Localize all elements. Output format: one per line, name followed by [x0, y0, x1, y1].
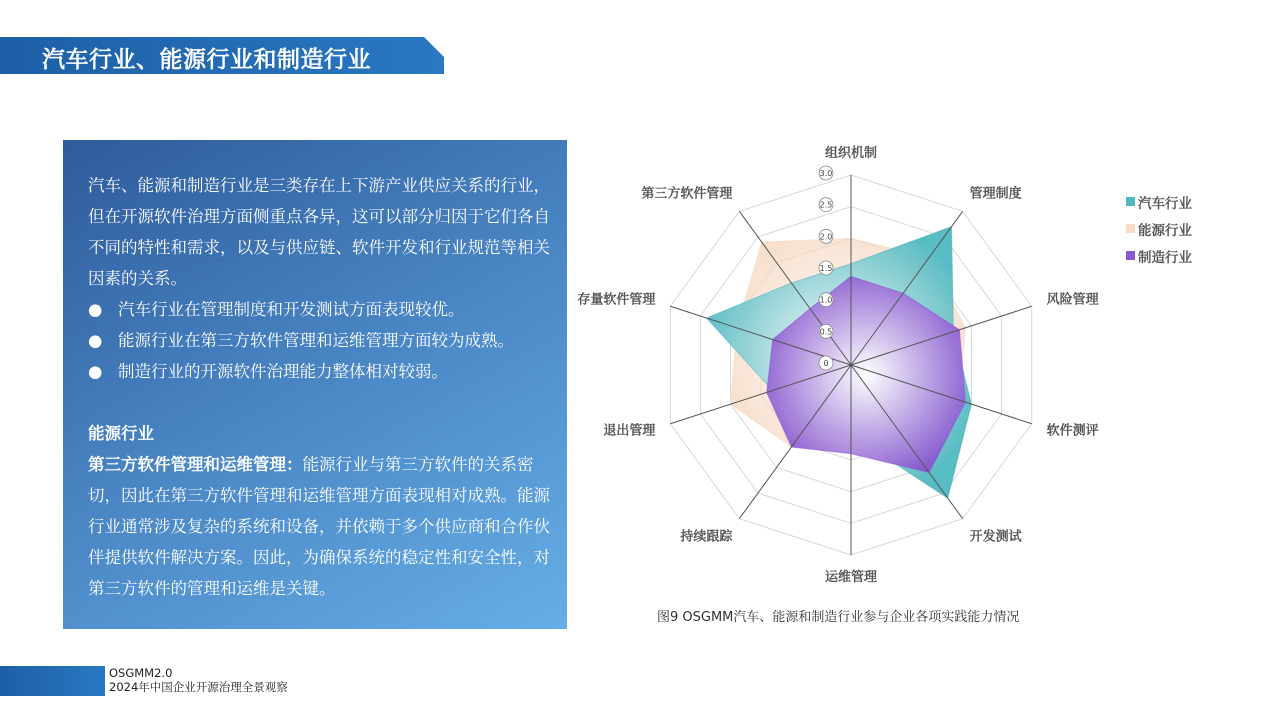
tick-label: 3.0	[819, 169, 833, 178]
bullet-item	[88, 356, 558, 387]
category-label: 退出管理	[603, 423, 656, 439]
category-label: 存量软件管理	[577, 292, 656, 308]
radar-series	[706, 227, 971, 499]
footer-bar	[0, 666, 105, 696]
legend-swatch-purple	[1126, 251, 1135, 260]
bullet-text: 汽车行业在管理制度和开发测试方面表现较优。	[118, 300, 465, 319]
legend-item	[1126, 242, 1192, 269]
bullet-text: 能源行业在第三方软件管理和运维管理方面较为成熟。	[118, 331, 514, 350]
legend-item	[1126, 188, 1192, 215]
bullet-item	[88, 325, 558, 356]
tick-label: 0	[823, 359, 829, 368]
bullet-dot: ●	[88, 362, 103, 381]
category-label: 第三方软件管理	[641, 186, 733, 202]
footer-line-2: 2024年中国企业开源治理全景观察	[109, 680, 288, 694]
category-label: 运维管理	[824, 570, 878, 585]
tick-label: 0.5	[819, 327, 833, 337]
section-text: 能源行业与第三方软件的关系密切，因此在第三方软件管理和运维管理方面表现相对成熟。能源行业通常涉及复杂的系统和设备，并依赖于多个供应商和合作伙伴提供软件解决方案。因此，为确保系统的稳定性和安全性，对第三方软件的管理和运维是关键。	[88, 455, 550, 598]
bullet-dot: ●	[88, 300, 103, 319]
tick-label: 1.0	[819, 295, 833, 305]
category-label: 组织机制	[824, 146, 878, 161]
category-label: 管理制度	[969, 186, 1022, 202]
bullet-dot: ●	[88, 331, 103, 350]
chart-caption: 图9 OSGMM汽车、能源和制造行业参与企业各项实践能力情况	[657, 610, 1020, 625]
footer-line-1: OSGMM2.0	[109, 666, 173, 680]
tick-label: 2.5	[819, 200, 833, 210]
spacer	[88, 387, 558, 418]
radar-chart	[570, 135, 1130, 595]
text-panel	[63, 140, 567, 629]
legend-label: 汽车行业	[1138, 195, 1192, 212]
legend-item	[1126, 215, 1192, 242]
category-label: 风险管理	[1046, 292, 1099, 308]
legend-swatch-peach	[1126, 224, 1135, 233]
section-title: 能源行业	[88, 424, 154, 443]
category-label: 持续跟踪	[680, 529, 733, 545]
intro-paragraph: 汽车、能源和制造行业是三类存在上下游产业供应关系的行业，但在开源软件治理方面侧重点各异，这可以部分归因于它们各自不同的特性和需求，以及与供应链、软件开发和行业规范等相关因素的关系。	[88, 176, 550, 288]
bullet-item	[88, 294, 558, 325]
category-label: 开发测试	[969, 529, 1022, 545]
section-paragraph	[88, 449, 558, 604]
tick-label: 1.5	[819, 264, 833, 273]
legend-swatch-teal	[1126, 197, 1135, 206]
tick-label: 2.0	[819, 232, 833, 242]
bullet-text: 制造行业的开源软件治理能力整体相对较弱。	[118, 362, 448, 381]
category-label: 软件测评	[1046, 423, 1099, 439]
panel-body	[88, 170, 558, 604]
legend-label: 制造行业	[1138, 249, 1192, 266]
page-title: 汽车行业、能源行业和制造行业	[42, 47, 371, 73]
chart-legend	[1126, 188, 1192, 269]
legend-label: 能源行业	[1138, 222, 1192, 239]
section-lead: 第三方软件管理和运维管理：	[88, 455, 303, 474]
footer-text	[109, 666, 288, 694]
